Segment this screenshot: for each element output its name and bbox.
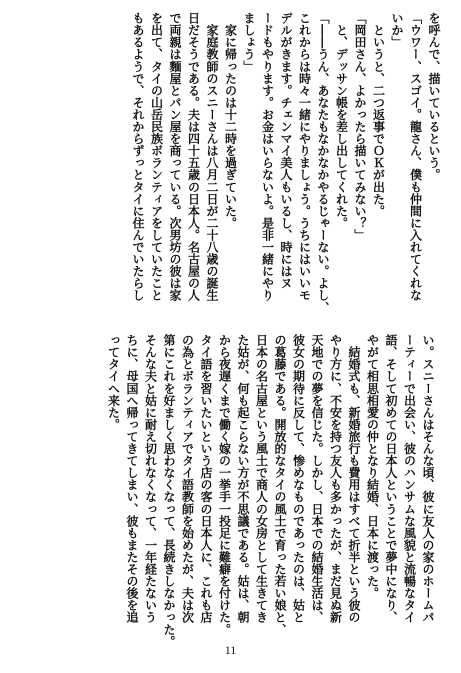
text-line: 家庭教師のスニーさんは八月二日が二十八歳の誕生 bbox=[205, 12, 219, 302]
text-line: 語、そして初めての日本人ということで夢中になり、 bbox=[384, 334, 398, 624]
text-line: もあるようで、それからずっとタイに住んでいたらし bbox=[131, 12, 145, 302]
text-line: で両親は麵屋とパン屋を商っている。次男坊の彼は家 bbox=[168, 12, 182, 302]
text-line: ちに、母国へ帰ってきてしまい、彼もまたその後を追 bbox=[125, 334, 139, 624]
text-line: デルがきます。チェンマイ美人もいるし、時にはヌ bbox=[279, 12, 293, 290]
text-line: 「ウワー、スゴイ。龍さん、僕も仲間に入れてくれな bbox=[408, 12, 423, 302]
text-line: た姑が、何も起こらない方が不思議である。姑は、朝 bbox=[236, 334, 250, 624]
text-line: い。スニーさんはそんな頃、彼に友人の家のホームパ bbox=[421, 334, 435, 624]
text-line: ーティーで出会い、彼のハンサムな風貌と流暢なタイ bbox=[402, 334, 417, 624]
text-line: を呼んで、描いているという。 bbox=[427, 12, 441, 181]
text-line: タイ語を習いたいという店の客の日本人に、これも店 bbox=[199, 334, 213, 624]
text-line: ましょう」 bbox=[242, 12, 256, 73]
upper-text-block bbox=[129, 12, 444, 314]
text-line: 「――うん、あなたもなかなかやるじゃーない。よし、 bbox=[316, 12, 330, 314]
text-line: というと、二つ返事でＯＫが出た。 bbox=[371, 12, 386, 217]
text-line: 家に帰ったのは十二時を過ぎていた。 bbox=[223, 12, 238, 229]
text-line: 彼女の期待に反して、惨めなものであったのは、姑と bbox=[291, 334, 306, 624]
lower-text-block bbox=[104, 334, 437, 648]
text-line: いか」 bbox=[390, 12, 404, 49]
text-line: 天地での夢を信じた。しかし、日本での結婚生活は、 bbox=[310, 334, 324, 624]
text-line: やり方に、不安を持つ友人も多かったが、まだ見ぬ新 bbox=[328, 334, 343, 624]
text-line: 日だそうである。夫は四十五歳の日本人。名古屋の人 bbox=[186, 12, 201, 302]
text-line: と、デッサン帳を差し出してくれた。 bbox=[334, 12, 349, 229]
text-line: 日本の名古屋という風土で商人の女房として生きてき bbox=[254, 334, 269, 624]
text-line: ードもやります。お金はいらないよ。是非一緒にやり bbox=[260, 12, 275, 302]
text-line: 第にこれを好ましく思わなくなって、長続きしなかった。 bbox=[162, 334, 176, 648]
text-line: やがて相思相愛の仲となり結婚、日本に渡った。 bbox=[365, 334, 380, 600]
text-line: ってタイへ来た。 bbox=[106, 334, 121, 431]
text-line: の為とボランティアでタイ語教師を始めたが、夫は次 bbox=[180, 334, 195, 624]
text-line: から夜遅くまで働く嫁の一挙手一投足に難癖を付けた。 bbox=[217, 334, 232, 636]
text-line: 「岡田さん、よかったら描いてみない？」 bbox=[353, 12, 367, 241]
text-line: の葛藤である。開放的なタイの風土で育った若い娘と、 bbox=[273, 334, 287, 636]
text-line: を出て、タイの山岳民族ボランティアをしていたこと bbox=[149, 12, 164, 302]
text-line: そんな夫と姑に耐え切れなくなって、一年経たないう bbox=[143, 334, 158, 624]
page-number: 11 bbox=[224, 643, 237, 657]
text-line: これからは時々一緒にやりましょう。うちにはいいモ bbox=[297, 12, 312, 302]
text-line: 結婚式も、新婚旅行も費用はすべて折半という彼の bbox=[347, 334, 361, 624]
